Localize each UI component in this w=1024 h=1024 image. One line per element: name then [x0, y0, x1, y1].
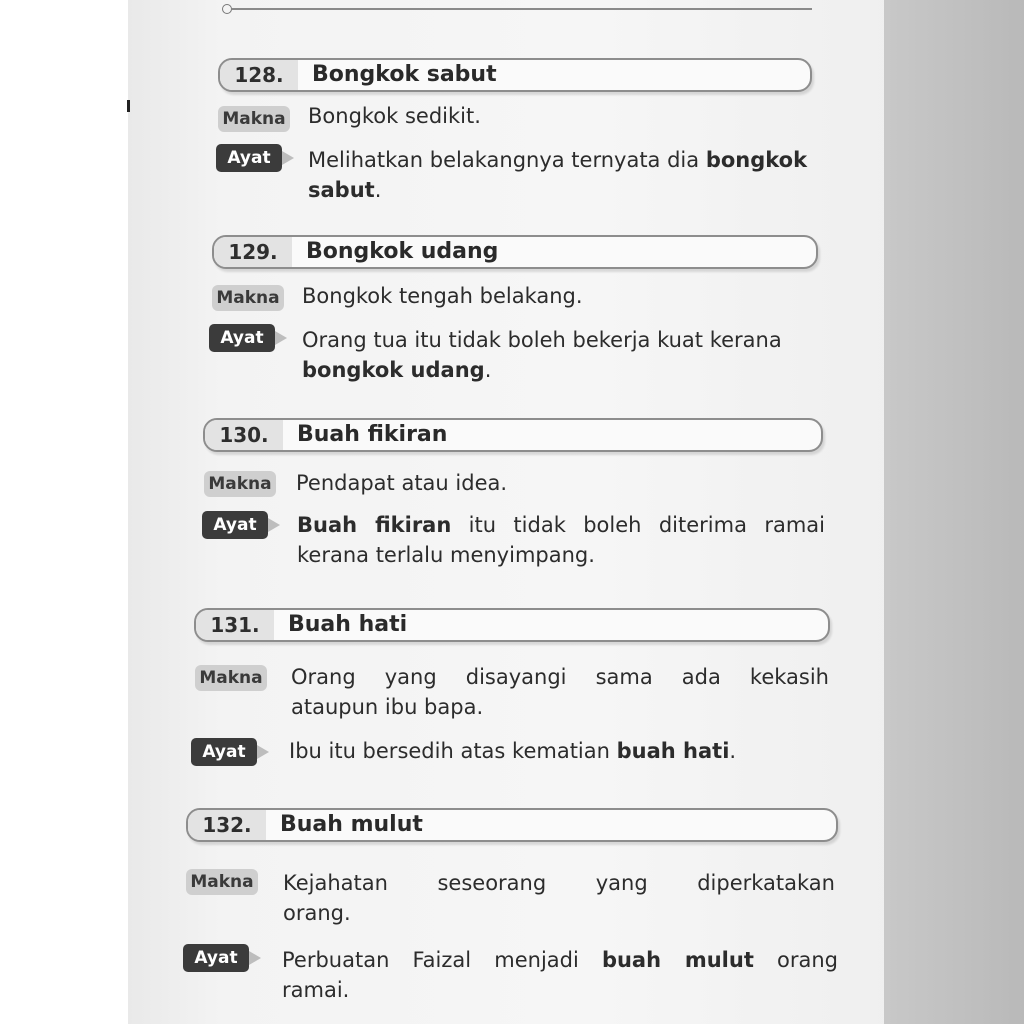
ayat-label: Ayat [209, 324, 275, 352]
entry-title-bar [203, 418, 823, 452]
ayat-label: Ayat [191, 738, 257, 766]
entry-number: 129. [214, 237, 292, 267]
header-ornament [222, 4, 232, 14]
entry-number: 132. [188, 810, 266, 840]
makna-text: Bongkok tengah belakang. [302, 284, 583, 308]
entry-title-bar [212, 235, 818, 269]
entry-title: Bongkok udang [306, 239, 499, 264]
ayat-label: Ayat [183, 944, 249, 972]
entry-title-bar [194, 608, 830, 642]
makna-label: Makna [212, 285, 284, 311]
ayat-text: Perbuatan Faizal menjadi buah mulut orang ramai. [282, 948, 838, 1002]
entry-title-bar [218, 58, 812, 92]
makna-label: Makna [195, 665, 267, 691]
ayat-label: Ayat [202, 511, 268, 539]
ayat-text: Buah fikiran itu tidak boleh diterima ramai kerana terlalu menyimpang. [297, 513, 825, 567]
makna-text: Kejahatan seseorang yang diperkatakan orang. [283, 871, 835, 925]
makna-label: Makna [204, 471, 276, 497]
entry-number: 131. [196, 610, 274, 640]
makna-text: Orang yang disayangi sama ada kekasih ataupun ibu bapa. [291, 665, 829, 719]
entry-title: Buah hati [288, 612, 408, 637]
makna-label: Makna [218, 106, 290, 132]
entry-number: 128. [220, 60, 298, 90]
makna-text: Bongkok sedikit. [308, 104, 481, 128]
entry-title: Buah fikiran [297, 422, 448, 447]
ayat-text: Ibu itu bersedih atas kematian buah hati. [289, 739, 737, 763]
spine-mark [127, 100, 130, 112]
page-edge [884, 0, 1024, 1024]
entry-number: 130. [205, 420, 283, 450]
ayat-label: Ayat [216, 144, 282, 172]
makna-label: Makna [186, 869, 258, 895]
entry-title: Bongkok sabut [312, 62, 497, 87]
ayat-text: Orang tua itu tidak boleh bekerja kuat kerana bongkok udang. [302, 328, 782, 382]
ayat-text: Melihatkan belakangnya ternyata dia bongkok sabut. [308, 148, 808, 202]
entry-title: Buah mulut [280, 812, 423, 837]
makna-text: Pendapat atau idea. [296, 471, 508, 495]
header-rule [232, 8, 812, 10]
entry-title-bar [186, 808, 838, 842]
